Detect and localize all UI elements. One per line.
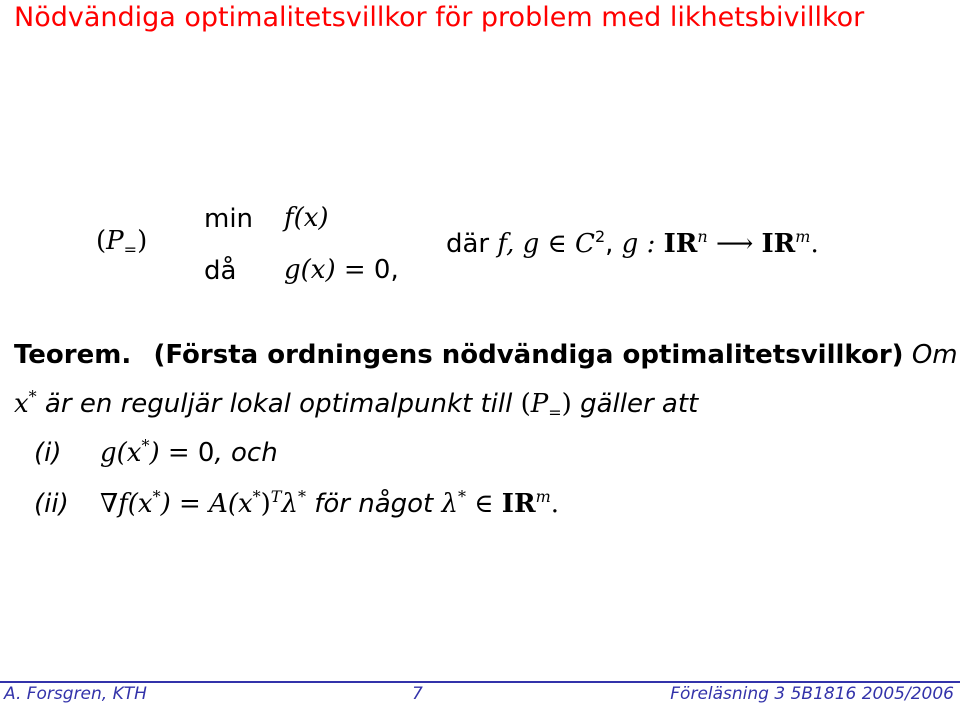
condition-n: n — [697, 227, 708, 246]
condition-g: g : — [621, 229, 664, 259]
item2-star2: * — [252, 487, 261, 506]
problem-label-close: ) — [137, 226, 148, 256]
condition-m: m — [795, 227, 811, 246]
item2-t: T — [270, 487, 282, 506]
item2-star4: * — [458, 487, 466, 506]
footer-course: Föreläsning 3 5B1816 2005/2006 — [670, 684, 954, 704]
item2-end: . — [550, 489, 559, 519]
theorem-item1 — [100, 438, 278, 468]
page-title: Nödvändiga optimalitetsvillkor för problem med likhetsbivillkor — [14, 2, 865, 33]
theorem-om: Om — [911, 340, 958, 370]
theorem-item2-label: (ii) — [34, 489, 69, 519]
condition-r2: IR — [761, 229, 796, 259]
problem-label-sub: = — [123, 240, 138, 259]
condition-comma: , — [605, 229, 622, 259]
item2-r: IR — [501, 489, 536, 519]
problem-label-p: P — [106, 226, 124, 256]
item2-text: för något — [305, 489, 442, 519]
theorem-item1-label: (i) — [34, 438, 62, 468]
item1-star: * — [141, 436, 150, 455]
theorem-line2-text: är en reguljär lokal optimalpunkt till — [36, 389, 521, 419]
footer-author: A. Forsgren, KTH — [4, 684, 147, 704]
theorem-heading: Teorem. — [14, 340, 132, 370]
condition-prefix: där — [446, 229, 490, 259]
item2-lambda: λ — [281, 489, 298, 519]
condition-arrow: ⟶ — [707, 229, 762, 259]
condition-end: . — [810, 229, 819, 259]
item2-nabla: ∇f(x — [100, 489, 153, 519]
item2-mid: ) = A(x — [160, 489, 253, 519]
item1-tail: , och — [214, 438, 278, 468]
condition-r1: IR — [663, 229, 698, 259]
item1-zero: 0 — [197, 438, 215, 468]
theorem-name: (Första ordningens nödvändiga optimalitetsvillkor) — [153, 340, 904, 370]
problem-constraint-expr: g(x) = — [284, 255, 374, 285]
footer-page-number: 7 — [412, 684, 423, 704]
item2-star3: * — [297, 487, 306, 506]
problem-objective: f(x) — [284, 203, 329, 233]
theorem-line1 — [14, 340, 958, 370]
theorem-p: P — [530, 389, 549, 419]
item2-close: ) — [260, 489, 271, 519]
item2-lambda2: λ — [441, 489, 458, 519]
condition-fg: f, g ∈ C — [497, 229, 595, 259]
theorem-p-sub: = — [548, 403, 562, 422]
theorem-x: x — [14, 389, 29, 419]
theorem-line2 — [14, 387, 699, 422]
problem-condition — [446, 229, 819, 259]
condition-c-sup: 2 — [594, 227, 606, 246]
item2-in: ∈ — [466, 489, 502, 519]
theorem-p-close: ) — [561, 389, 572, 419]
problem-da-keyword: då — [204, 256, 237, 286]
problem-constraint-tail: 0, — [373, 255, 399, 285]
problem-label-open: ( — [96, 226, 107, 256]
footer-divider — [0, 681, 960, 683]
item1-g: g(x — [100, 438, 142, 468]
problem-label — [96, 226, 148, 259]
item2-star1: * — [152, 487, 161, 506]
theorem-p-open: ( — [520, 389, 531, 419]
theorem-line2-tail: gäller att — [571, 389, 699, 419]
problem-min-keyword: min — [204, 204, 254, 234]
problem-constraint — [284, 255, 399, 285]
theorem-star: * — [28, 387, 37, 406]
item1-close: ) = — [149, 438, 198, 468]
item2-m: m — [535, 487, 551, 506]
theorem-item2 — [100, 489, 559, 519]
